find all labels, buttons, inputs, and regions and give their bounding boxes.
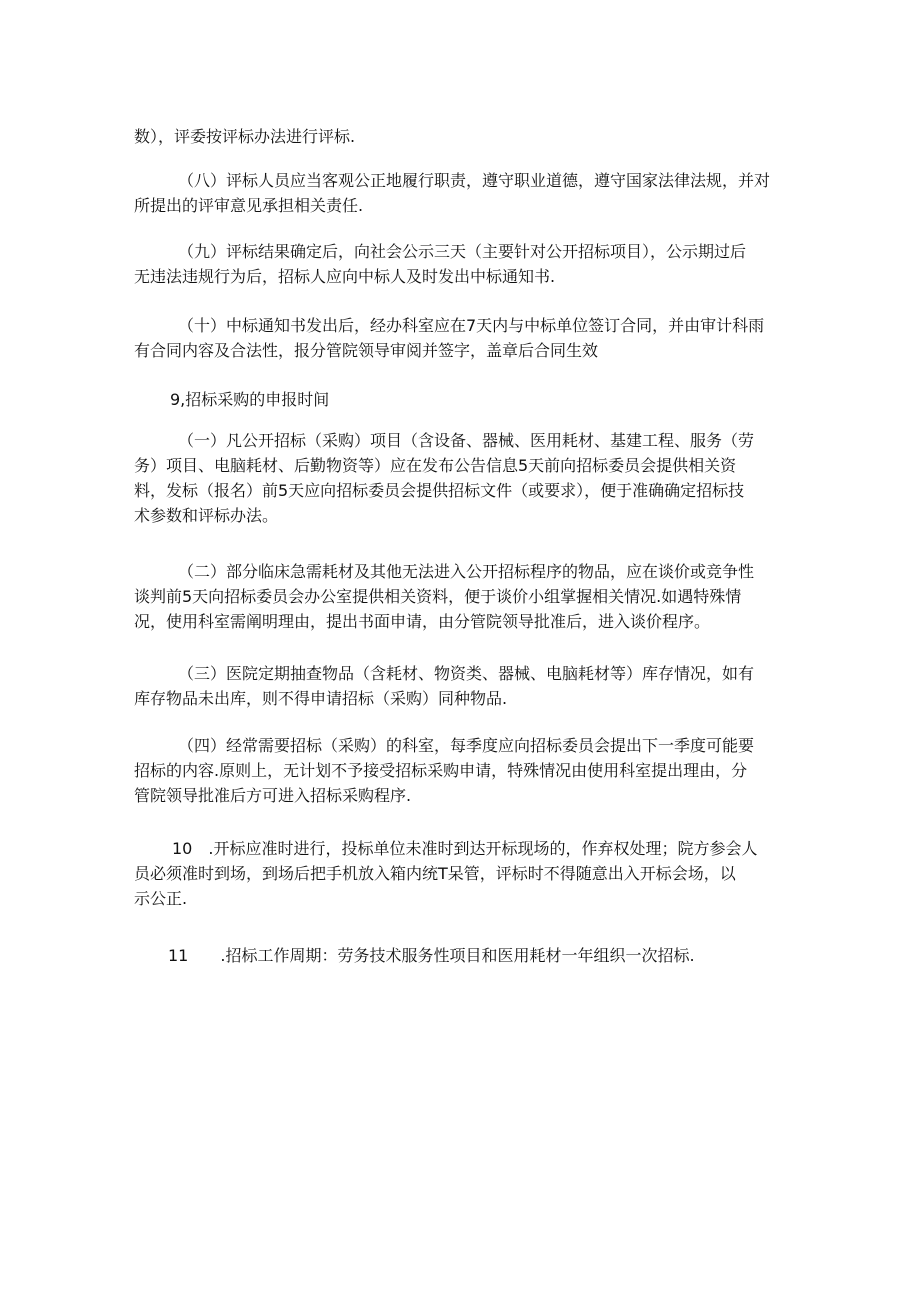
paragraph-item-10-main xyxy=(134,836,794,911)
paragraph-item-9 xyxy=(134,239,794,289)
text-line: （二）部分临床急需耗材及其他无法进入公开招标程序的物品，应在谈价或竞争性 xyxy=(178,562,755,581)
text-line: 库存物品未出库，则不得申请招标（采购）同种物品. xyxy=(134,689,508,708)
text-line: （八）评标人员应当客观公正地履行职责，遵守职业道德，遵守国家法律法规，并对 xyxy=(178,171,771,190)
text-line: （十）中标通知书发出后，经办科室应在7天内与中标单位签订合同，并由审计科雨 xyxy=(178,316,765,335)
paragraph-item-10 xyxy=(134,313,794,363)
paragraph-9-1 xyxy=(134,428,794,528)
text-line: 11 .招标工作周期：劳务技术服务性项目和医用耗材一年组织一次招标. xyxy=(168,946,695,965)
paragraph-9-4 xyxy=(134,733,794,808)
paragraph-item-11-main xyxy=(134,943,794,968)
text-line: 示公正. xyxy=(134,889,188,908)
text-line: 数），评委按评标办法进行评标. xyxy=(134,127,356,146)
text-line: 谈判前5天向招标委员会办公室提供相关资料，便于谈价小组掌握相关情况.如遇特殊情 xyxy=(134,587,742,606)
text-line: 料，发标（报名）前5天应向招标委员会提供招标文件（或要求），便于准确确定招标技 xyxy=(134,481,745,500)
text-line: 况，使用科室需阐明理由，提出书面申请，由分管院领导批准后，进入谈价程序。 xyxy=(134,612,711,631)
text-line: 术参数和评标办法。 xyxy=(134,506,279,525)
text-line: 9,招标采购的申报时间 xyxy=(170,390,330,409)
text-line: 所提出的评审意见承担相关责任. xyxy=(134,196,364,215)
paragraph-9-2 xyxy=(134,559,794,634)
text-line: 10 .开标应准时进行，投标单位未准时到达开标现场的，作弃权处理；院方参会人 xyxy=(172,839,758,858)
text-line: （三）医院定期抽查物品（含耗材、物资类、器械、电脑耗材等）库存情况，如有 xyxy=(178,664,755,683)
text-line: （一）凡公开招标（采购）项目（含设备、器械、医用耗材、基建工程、服务（劳 xyxy=(178,431,755,450)
text-line: 招标的内容.原则上，无计划不予接受招标采购申请，特殊情况由使用科室提出理由，分 xyxy=(134,761,748,780)
text-line: （九）评标结果确定后，向社会公示三天（主要针对公开招标项目），公示期过后 xyxy=(178,242,747,261)
text-line: 无违法违规行为后，招标人应向中标人及时发出中标通知书. xyxy=(134,267,556,286)
text-line: 有合同内容及合法性，报分管院领导审阅并签字，盖章后合同生效 xyxy=(134,341,599,360)
section-heading-9 xyxy=(134,387,794,412)
text-line: 管院领导批准后方可进入招标采购程序. xyxy=(134,786,412,805)
paragraph-item-8 xyxy=(134,168,794,218)
text-line: （四）经常需要招标（采购）的科室，每季度应向招标委员会提出下一季度可能要 xyxy=(178,736,755,755)
paragraph-continuation xyxy=(134,124,794,149)
text-line: 务）项目、电脑耗材、后勤物资等）应在发布公告信息5天前向招标委员会提供相关资 xyxy=(134,456,737,475)
text-line: 员必须准时到场，到场后把手机放入箱内统T呆管，评标时不得随意出入开标会场，以 xyxy=(134,864,736,883)
paragraph-9-3 xyxy=(134,661,794,711)
